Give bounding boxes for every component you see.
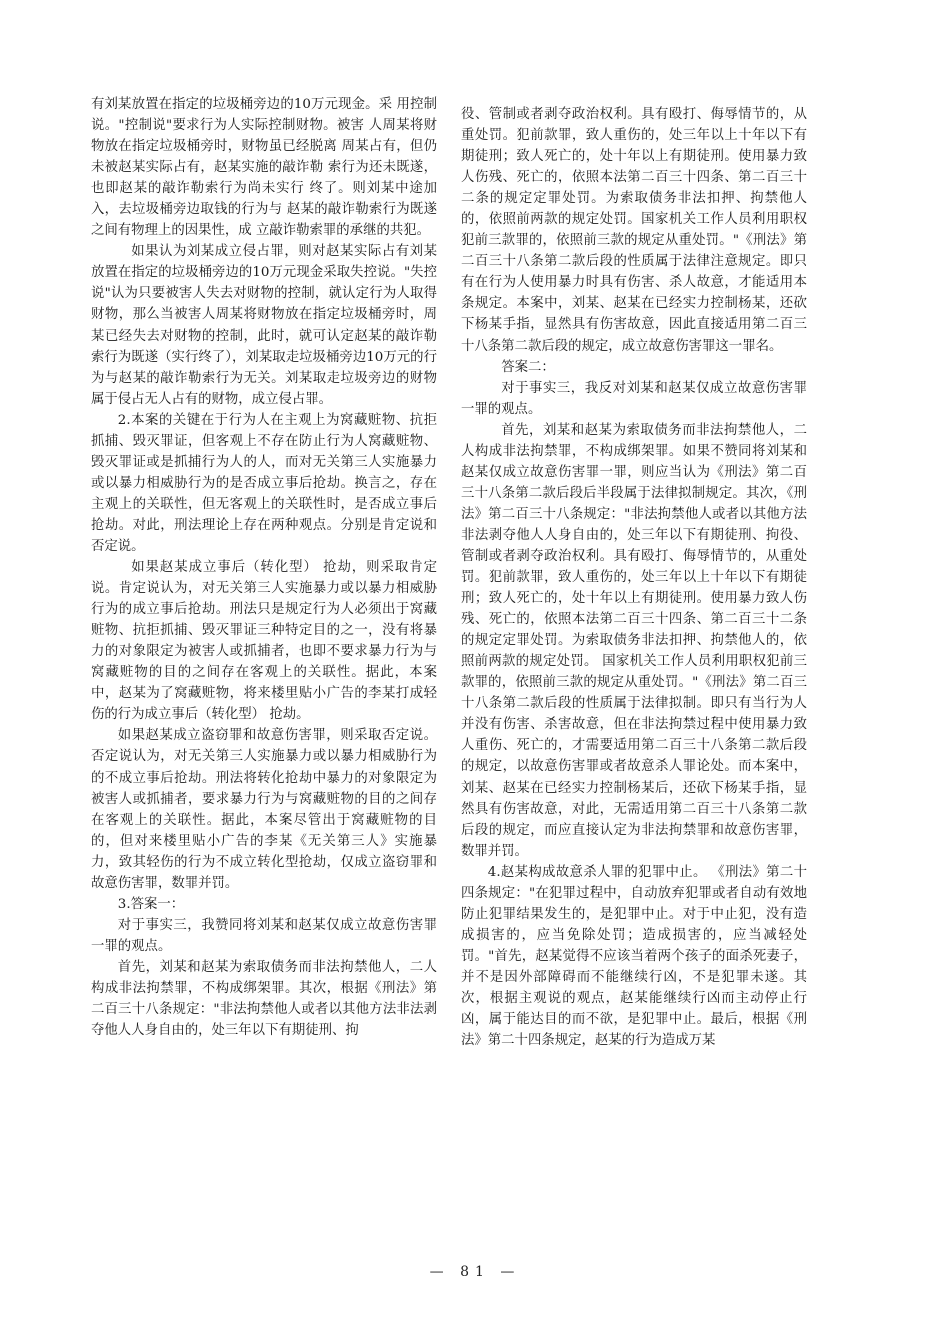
paragraph: 首先，刘某和赵某为索取债务而非法拘禁他人，二人构成非法拘禁罪，不构成绑架罪。如果不赞同将刘某和赵某仅成立故意伤害罪一罪，则应当认为《刑法》第二百三十八条第二款后段后半段属于法律拟制规定。其次，《刑法》第二百三十八条规定："非法拘禁他人或者以其他方法非法剥夺他人人身自由的，处三年以下有期徒刑、拘役、管制或者剥夺政治权利。具有殴打、侮辱情节的，从重处罚。犯前款罪，致人重伤的，处三年以上十年以下有期徒刑；致人死亡的，处十年以上有期徒刑。使用暴力致人伤残、死亡的，依照本法第二百三十四条、第二百三十二条的规定定罪处罚。为索取债务非法扣押、拘禁他人的，依照前两款的规定处罚。 国家机关工作人员利用职权犯前三款罪的，依照前三款的规定从重处罚。"《刑法》第二百三十八条第二款后段的性质属于法律拟制。即只有当行为人并没有伤害、杀害故意，但在非法拘禁过程中使用暴力致人重伤、死亡的，才需要适用第二百三十八条第二款后段的规定，以故意伤害罪或者故意杀人罪论处。而本案中，刘某、赵某在已经实力控制杨某后，还砍下杨某手指，显然具有伤害故意，对此，无需适用第二百三十八条第二款后段的规定，而应直接认定为非法拘禁罪和故意伤害罪，数罪并罚。 <box>461 422 807 859</box>
paragraph: 对于事实三，我反对刘某和赵某仅成立故意伤害罪一罪的观点。 <box>461 380 807 417</box>
paragraph: 首先，刘某和赵某为索取债务而非法拘禁他人，二人构成非法拘禁罪，不构成绑架罪。其次，根据《刑法》第二百三十八条规定："非法拘禁他人或者以其他方法非法剥夺他人人身自由的，处三年以下有期徒刑、拘 <box>91 959 437 1039</box>
paragraph: 4.赵某构成故意杀人罪的犯罪中止。 《刑法》第二十四条规定："在犯罪过程中，自动放弃犯罪或者自动有效地防止犯罪结果发生的，是犯罪中止。对于中止犯，没有造成损害的，应当免除处罚；造成损害的，应当减轻处罚。"首先，赵某觉得不应该当着两个孩子的面杀死妻子，并不是因外部障碍而不能继续行凶，不是犯罪未遂。其次，根据主观说的观点，赵某能继续行凶而主动停止行凶，属于能达目的而不欲，是犯罪中止。最后，根据《刑法》第二十四条规定，赵某的行为造成万某 <box>461 864 807 1049</box>
paragraph: 如果赵某成立盗窃罪和故意伤害罪，则采取否定说。否定说认为，对无关第三人实施暴力或以暴力相威胁行为的不成立事后抢劫。刑法将转化抢劫中暴力的对象限定为被害人或抓捕者，要求暴力行为与窝藏赃物的目的之间存在客观上的关联性。据此，本案尽管出于窝藏赃物的目的，但对来楼里贴小广告的李某《无关第三人》实施暴力，致其轻伤的行为不成立转化型抢劫，仅成立盗窃罪和故意伤害罪，数罪并罚。 <box>91 728 437 891</box>
paragraph: 2.本案的关键在于行为人在主观上为窝藏赃物、抗拒抓捕、毁灭罪证，但客观上不存在防止行为人窝藏赃物、毁灭罪证或是抓捕行为人的人，而对无关第三人实施暴力或以暴力相威胁行为的是否成立事后抢劫。换言之，存在主观上的关联性，但无客观上的关联性时，是否成立事后抢劫。对此，刑法理论上存在两种观点。分别是肯定说和否定说。 <box>91 412 437 554</box>
paragraph: 3.答案一： <box>117 896 185 912</box>
paragraph: 答案二： <box>501 359 555 375</box>
page-number: — 81 — <box>429 1264 521 1280</box>
left-column <box>91 94 437 1041</box>
paragraph: 如果赵某成立事后（转化型） 抢劫，则采取肯定说。肯定说认为，对无关第三人实施暴力或以暴力相威胁行为的成立事后抢劫。刑法只是规定行为人必须出于窝藏赃物、抗拒抓捕、毁灭罪证三种特定目的之一，没有将暴力的对象限定为被害人或抓捕者，也即不要求暴力行为与窝藏赃物的目的之间存在客观上的关联性。据此，本案中，赵某为了窝藏赃物，将来楼里贴小广告的李某打成轻伤的行为成立事后（转化型） 抢劫。 <box>91 560 437 723</box>
right-column <box>461 104 807 1051</box>
paragraph: 如果认为刘某成立侵占罪，则对赵某实际占有刘某放置在指定的垃圾桶旁边的10万元现金采取失控说。"失控说"认为只要被害人失去对财物的控制，就认定行为人取得财物，那么当被害人周某将财物放在指定垃圾桶旁时，周某已经失去对财物的控制，此时，就可认定赵某的敲诈勒索行为既遂（实行终了），刘某取走垃圾桶旁边10万元的行为与赵某的敲诈勒索行为无关。刘某取走垃圾旁边的财物属于侵占无人占有的财物，成立侵占罪。 <box>91 244 437 407</box>
paragraph: 役、管制或者剥夺政治权利。具有殴打、侮辱情节的，从重处罚。犯前款罪，致人重伤的，处三年以上十年以下有期徒刑；致人死亡的，处十年以上有期徒刑。使用暴力致人伤残、死亡的，依照本法第二百三十四条、第二百三十二条的规定定罪处罚。为索取债务非法扣押、拘禁他人的，依照前两款的规定处罚。国家机关工作人员利用职权犯前三款罪的，依照前三款的规定从重处罚。"《刑法》第二百三十八条第二款后段的性质属于法律注意规定。即只有在行为人使用暴力时具有伤害、杀人故意，才能适用本条规定。本案中，刘某、赵某在已经实力控制杨某，还砍下杨某手指，显然具有伤害故意，因此直接适用第二百三十八条第二款后段的规定，成立故意伤害罪这一罪名。 <box>461 107 807 354</box>
paragraph: 对于事实三，我赞同将刘某和赵某仅成立故意伤害罪一罪的观点。 <box>91 917 437 954</box>
paragraph: 有刘某放置在指定的垃圾桶旁边的10万元现金。采 用控制说。"控制说"要求行为人实际控制财物。被害 人周某将财物放在指定垃圾桶旁时，财物虽已经脱离 周某占有，但仍未被赵某实际占有，赵某实施的敲诈勒 索行为还未既遂，也即赵某的敲诈勒索行为尚未实行 终了。则刘某中途加入，去垃圾桶旁边取钱的行为与 赵某的敲诈勒索行为既遂之间有物理上的因果性，成 立敲诈勒索罪的承继的共犯。 <box>91 97 437 239</box>
